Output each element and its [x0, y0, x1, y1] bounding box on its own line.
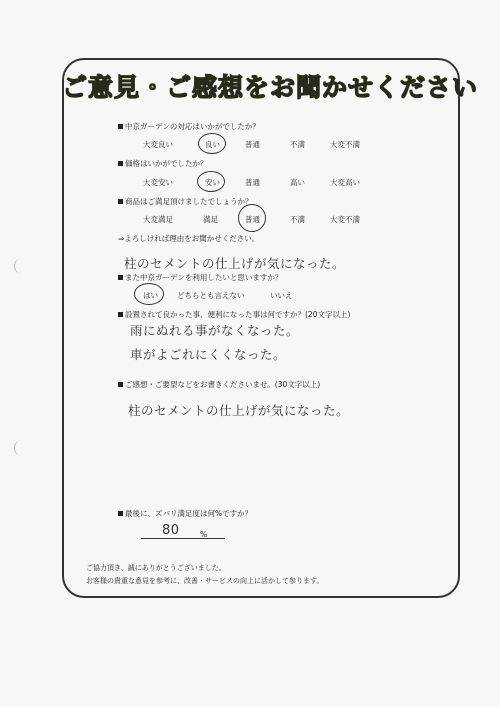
satisfaction-underline: [141, 538, 225, 539]
option-reuse-neutral[interactable]: どちらとも言えない: [177, 291, 245, 300]
option-product-3[interactable]: 普通: [245, 215, 260, 224]
reason-answer-handwritten: 柱のセメントの仕上げが気になった。: [124, 256, 346, 271]
option-product-2[interactable]: 満足: [203, 215, 218, 224]
question-reuse: また中京ガーデンを利用したいと思いますか？: [118, 272, 282, 283]
selection-circle-reuse: [134, 283, 164, 305]
question-price: 価格はいかがでしたか？: [118, 158, 208, 169]
selection-circle-product: [238, 204, 266, 232]
option-product-1[interactable]: 大変満足: [143, 215, 173, 224]
benefit-answer-line1: 雨にぬれる事がなくなった。: [130, 323, 300, 338]
option-reuse-yes[interactable]: はい: [143, 291, 158, 300]
question-product: 商品はご満足頂けましたでしょうか？: [118, 196, 253, 207]
question-satisfaction: 最後に、ズバリ満足度は何%ですか？: [118, 508, 252, 519]
option-service-2[interactable]: 良い: [205, 140, 220, 149]
satisfaction-value: 80: [162, 523, 180, 538]
options-price: [0, 177, 500, 187]
punch-hole-top: [14, 258, 25, 274]
option-service-4[interactable]: 不満: [290, 140, 305, 149]
question-service: 中京ガーデンの対応はいかがでしたか？: [118, 121, 260, 132]
punch-hole-bottom: [14, 440, 25, 456]
footer-thanks: ご協力頂き、誠にありがとうございました。: [86, 564, 226, 572]
question-feedback: ご感想・ご要望などをお書きくださいませ。(30文字以上): [118, 379, 320, 390]
option-price-4[interactable]: 高い: [290, 178, 305, 187]
reason-prompt: ⇒よろしければ理由をお聞かせください。: [118, 234, 260, 243]
selection-circle-service: [198, 133, 226, 154]
option-service-5[interactable]: 大変不満: [330, 140, 360, 149]
option-product-5[interactable]: 大変不満: [330, 215, 360, 224]
option-product-4[interactable]: 不満: [290, 215, 305, 224]
survey-title: ご意見・ご感想をお聞かせください: [62, 73, 479, 102]
option-service-1[interactable]: 大変良い: [143, 140, 173, 149]
question-benefit: 設置されて良かった事、便利になった事は何ですか？(20文字以上): [118, 309, 350, 320]
feedback-answer-handwritten: 柱のセメントの仕上げが気になった。: [128, 403, 350, 418]
options-reuse: [0, 290, 500, 300]
option-price-1[interactable]: 大変安い: [143, 178, 173, 187]
benefit-answer-line2: 車がよごれにくくなった。: [130, 347, 287, 362]
option-service-3[interactable]: 普通: [245, 140, 260, 149]
option-price-2[interactable]: 安い: [205, 178, 220, 187]
footer-message: お客様の貴重な意見を参考に、改善・サービスの向上に活かして参ります。: [86, 577, 324, 585]
options-service: [0, 139, 500, 149]
option-reuse-no[interactable]: いいえ: [270, 291, 293, 300]
satisfaction-unit: %: [200, 530, 208, 539]
option-price-5[interactable]: 大変高い: [330, 178, 360, 187]
selection-circle-price: [197, 171, 225, 192]
option-price-3[interactable]: 普通: [245, 178, 260, 187]
